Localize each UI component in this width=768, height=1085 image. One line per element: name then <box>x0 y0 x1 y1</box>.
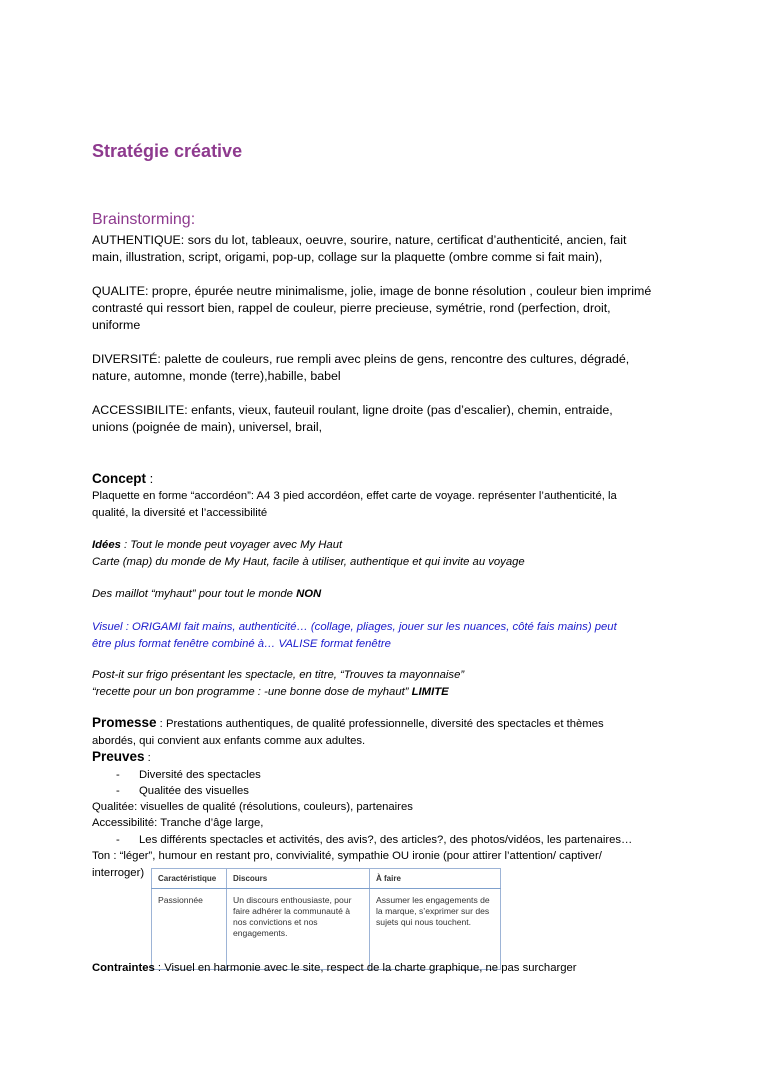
preuves-heading <box>92 749 682 767</box>
promesse-text-1: : Prestations authentiques, de qualité professionnelle, diversité des spectacles et thèmes <box>156 718 604 730</box>
visuel-line-1: Visuel : ORIGAMI fait mains, authenticité… (collage, pliages, jouer sur les nuances, côté fais mains) peut <box>92 621 617 633</box>
postit-paragraph <box>92 667 682 700</box>
idees-line <box>92 537 682 554</box>
maillot-verdict: NON <box>296 588 322 600</box>
preuve-bullet-1: Diversité des spectacles <box>139 769 261 781</box>
discourse-table <box>151 868 501 970</box>
authentique-line-2: main, illustration, script, origami, pop-up, collage sur la plaquette (ombre comme si fait main), <box>92 250 603 264</box>
carte-line: Carte (map) du monde de My Haut, facile à utiliser, authentique et qui invite au voyage <box>92 555 525 568</box>
idees-label: Idées <box>92 539 121 551</box>
page-title: Stratégie créative <box>92 141 243 161</box>
accessibilite-line: Accessibilité: Tranche d’âge large, <box>92 817 264 829</box>
idees-paragraph <box>92 537 682 570</box>
concept-label: Concept <box>92 471 146 486</box>
maillot-text: Des maillot “myhaut” pour tout le monde <box>92 588 297 600</box>
concept-line-2: qualité, la diversité et l’accessibilité <box>92 506 268 519</box>
recette-text: “recette pour un bon programme : -une bonne dose de myhaut” <box>92 685 412 698</box>
table-cell-a-faire: Assumer les engagements de la marque, s’exprimer sur des sujets qui nous touchent. <box>376 895 490 927</box>
accessibilite-line-1: ACCESSIBILITE: enfants, vieux, fauteuil roulant, ligne droite (pas d’escalier), chemin, entraide, <box>92 403 613 417</box>
qualite-paragraph <box>92 283 682 334</box>
diversite-paragraph <box>92 351 682 385</box>
promesse-line-2: abordés, qui convient aux enfants comme aux adultes. <box>92 734 366 747</box>
diversite-line-1: DIVERSITÉ: palette de couleurs, rue rempli avec pleins de gens, rencontre des cultures, dégradé, <box>92 352 630 366</box>
recette-line <box>92 684 682 701</box>
visuel-line-2: être plus format fenêtre combiné à… VALISE format fenêtre <box>92 637 391 650</box>
table-header-discours: Discours <box>227 869 370 889</box>
ton-line-1: Ton : “léger”, humour en restant pro, convivialité, sympathie OU ironie (pour attirer l’attention/ captiver/ <box>92 850 602 862</box>
brainstorming-heading: Brainstorming: <box>92 211 196 228</box>
promesse-line-1 <box>92 715 682 733</box>
bullet-dash: - <box>116 785 120 797</box>
recette-verdict: LIMITE <box>411 685 449 698</box>
accessibilite-line-2: unions (poignée de main), universel, brail, <box>92 420 323 434</box>
authentique-paragraph <box>92 232 682 266</box>
postit-line: Post-it sur frigo présentant les spectacle, en titre, “Trouves ta mayonnaise” <box>92 669 465 681</box>
maillot-line <box>92 586 682 603</box>
contraintes-label: Contraintes <box>92 962 155 974</box>
contraintes-paragraph <box>92 960 682 977</box>
concept-separator: : <box>146 471 154 486</box>
qualite-line-3: uniforme <box>92 318 141 332</box>
ton-line-2: interroger) <box>92 866 145 879</box>
authentique-line-1: AUTHENTIQUE: sors du lot, tableaux, oeuvre, sourire, nature, certificat d’authenticité, ancien, fait <box>92 233 627 247</box>
bullet-dash: - <box>116 834 120 846</box>
table-row <box>152 889 501 970</box>
bullet-dash: - <box>116 769 120 781</box>
qualitee-line: Qualitée: visuelles de qualité (résolutions, couleurs), partenaires <box>92 801 413 813</box>
preuves-separator: : <box>144 752 151 764</box>
concept-paragraph <box>92 488 682 521</box>
preuves-label: Preuves <box>92 749 145 764</box>
table-header-row <box>152 869 501 889</box>
idees-text: : Tout le monde peut voyager avec My Haut <box>120 539 343 551</box>
promesse-paragraph <box>92 715 682 749</box>
diversite-line-2: nature, automne, monde (terre),habille, babel <box>92 369 341 383</box>
accessibilite-paragraph <box>92 402 682 436</box>
preuve-bullet-3: Les différents spectacles et activités, des avis?, des articles?, des photos/vidéos, les partenaires… <box>139 834 633 846</box>
contraintes-text: : Visuel en harmonie avec le site, respect de la charte graphique, ne pas surcharger <box>154 962 577 974</box>
table-header-a-faire: À faire <box>370 869 501 889</box>
qualite-line-2: contrasté qui ressort bien, rappel de couleur, pierre precieuse, symétrie, rond (perfection, droit, <box>92 301 611 315</box>
visuel-paragraph <box>92 619 682 652</box>
table-cell-caracteristique: Passionnée <box>152 889 227 970</box>
concept-line-1: Plaquette en forme “accordéon”: A4 3 pied accordéon, effet carte de voyage. représenter l’authenticité, la <box>92 490 617 502</box>
preuve-bullet-2: Qualitée des visuelles <box>139 785 249 797</box>
table-cell-discours: Un discours enthousiaste, pour faire adhérer la communauté à nos convictions et nos engagements. <box>227 889 370 970</box>
table-header-caracteristique: Caractéristique <box>152 869 227 889</box>
concept-heading <box>92 471 682 489</box>
promesse-label: Promesse <box>92 715 157 730</box>
qualite-line-1: QUALITE: propre, épurée neutre minimalisme, jolie, image de bonne résolution , couleur bien imprimé <box>92 284 652 298</box>
